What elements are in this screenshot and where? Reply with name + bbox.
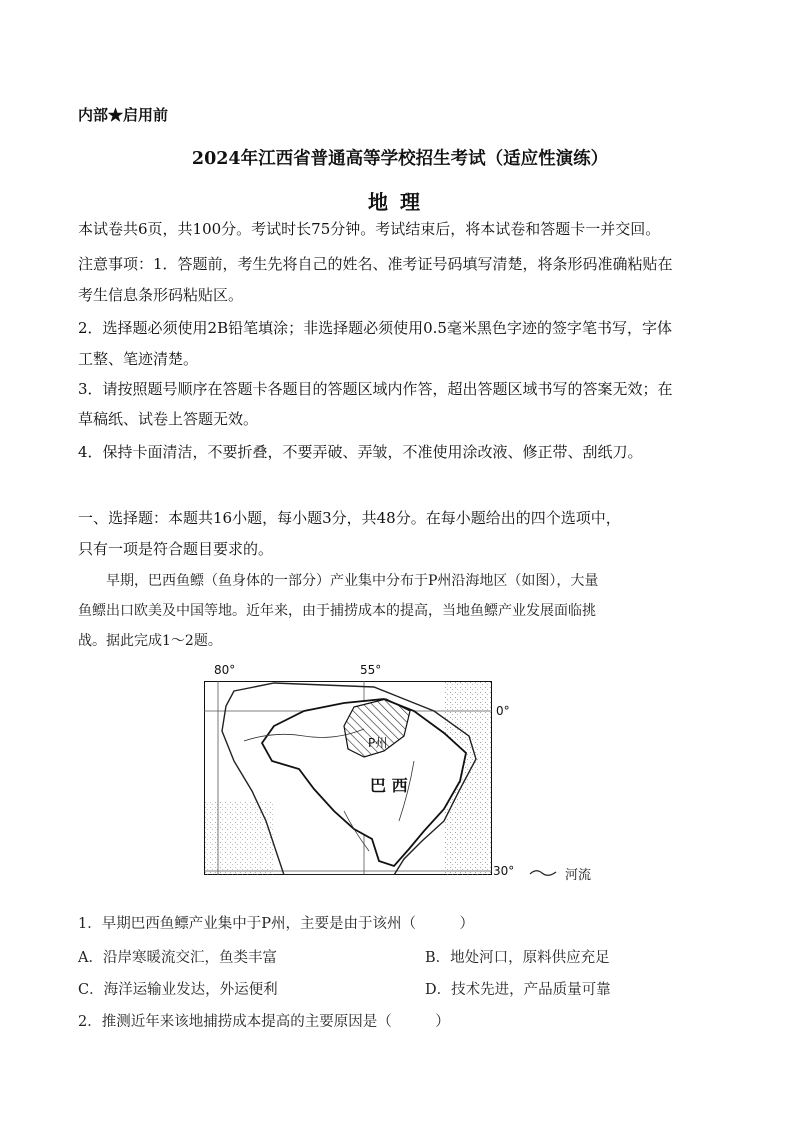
instruction-line: 本试卷共6页，共100分。考试时长75分钟。考试结束后，将本试卷和答题卡一并交回。 (78, 220, 661, 238)
passage-line-1: 早期，巴西鱼鳔（鱼身体的一部分）产业集中分布于P州沿海地区（如图），大量 (106, 573, 599, 589)
confidential-label: 内部★启用前 (78, 106, 169, 124)
notice-2b: 工整、笔迹清楚。 (78, 350, 199, 368)
notice-1b: 考生信息条形码粘贴区。 (78, 286, 244, 304)
notice-4: 4．保持卡面清洁，不要折叠，不要弄破、弄皱，不准使用涂改液、修正带、刮纸刀。 (78, 443, 643, 461)
section-heading-a: 一、选择题：本题共16小题，每小题3分，共48分。在每小题给出的四个选项中， (78, 509, 621, 527)
river-legend-icon (528, 866, 560, 880)
question-1-option-a: A．沿岸寒暖流交汇，鱼类丰富 (78, 950, 277, 966)
pacific-shading (204, 801, 274, 875)
notice-3b: 草稿纸、试卷上答题无效。 (78, 410, 259, 428)
section-heading-b: 只有一项是符合题目要求的。 (78, 540, 274, 558)
map-lon-55: 55° (360, 663, 382, 677)
exam-title: 2024年江西省普通高等学校招生考试（适应性演练） (191, 149, 609, 169)
question-2-stem: 2．推测近年来该地捕捞成本提高的主要原因是（ ） (78, 1014, 450, 1030)
subject-title: 地理 (368, 190, 432, 214)
notice-2a: 2．选择题必须使用2B铅笔填涂；非选择题必须使用0.5毫米黑色字迹的签字笔书写，字体 (78, 319, 672, 337)
question-1-option-c: C．海洋运输业发达，外运便利 (78, 982, 278, 998)
notice-1a: 注意事项：1．答题前，考生先将自己的姓名、准考证号码填写清楚，将条形码准确粘贴在 (78, 255, 673, 273)
brazil-label: 巴 西 (370, 776, 408, 795)
p-state-label: P州 (368, 736, 388, 750)
passage-line-3: 战。据此完成1～2题。 (78, 633, 222, 649)
map-lat-30: 30° (493, 864, 515, 878)
brazil-map (204, 681, 492, 875)
map-lon-80: 80° (214, 663, 236, 677)
river-legend-label: 河流 (565, 868, 592, 883)
question-1-option-d: D．技术先进，产品质量可靠 (425, 982, 611, 998)
question-1-option-b: B．地处河口，原料供应充足 (425, 950, 610, 966)
notice-3a: 3．请按照题号顺序在答题卡各题目的答题区域内作答，超出答题区域书写的答案无效；在 (78, 380, 673, 398)
map-lat-0: 0° (496, 704, 510, 718)
passage-line-2: 鱼鳔出口欧美及中国等地。近年来，由于捕捞成本的提高，当地鱼鳔产业发展面临挑 (78, 603, 596, 619)
question-1-stem: 1．早期巴西鱼鳔产业集中于P州，主要是由于该州（ ） (78, 916, 474, 932)
